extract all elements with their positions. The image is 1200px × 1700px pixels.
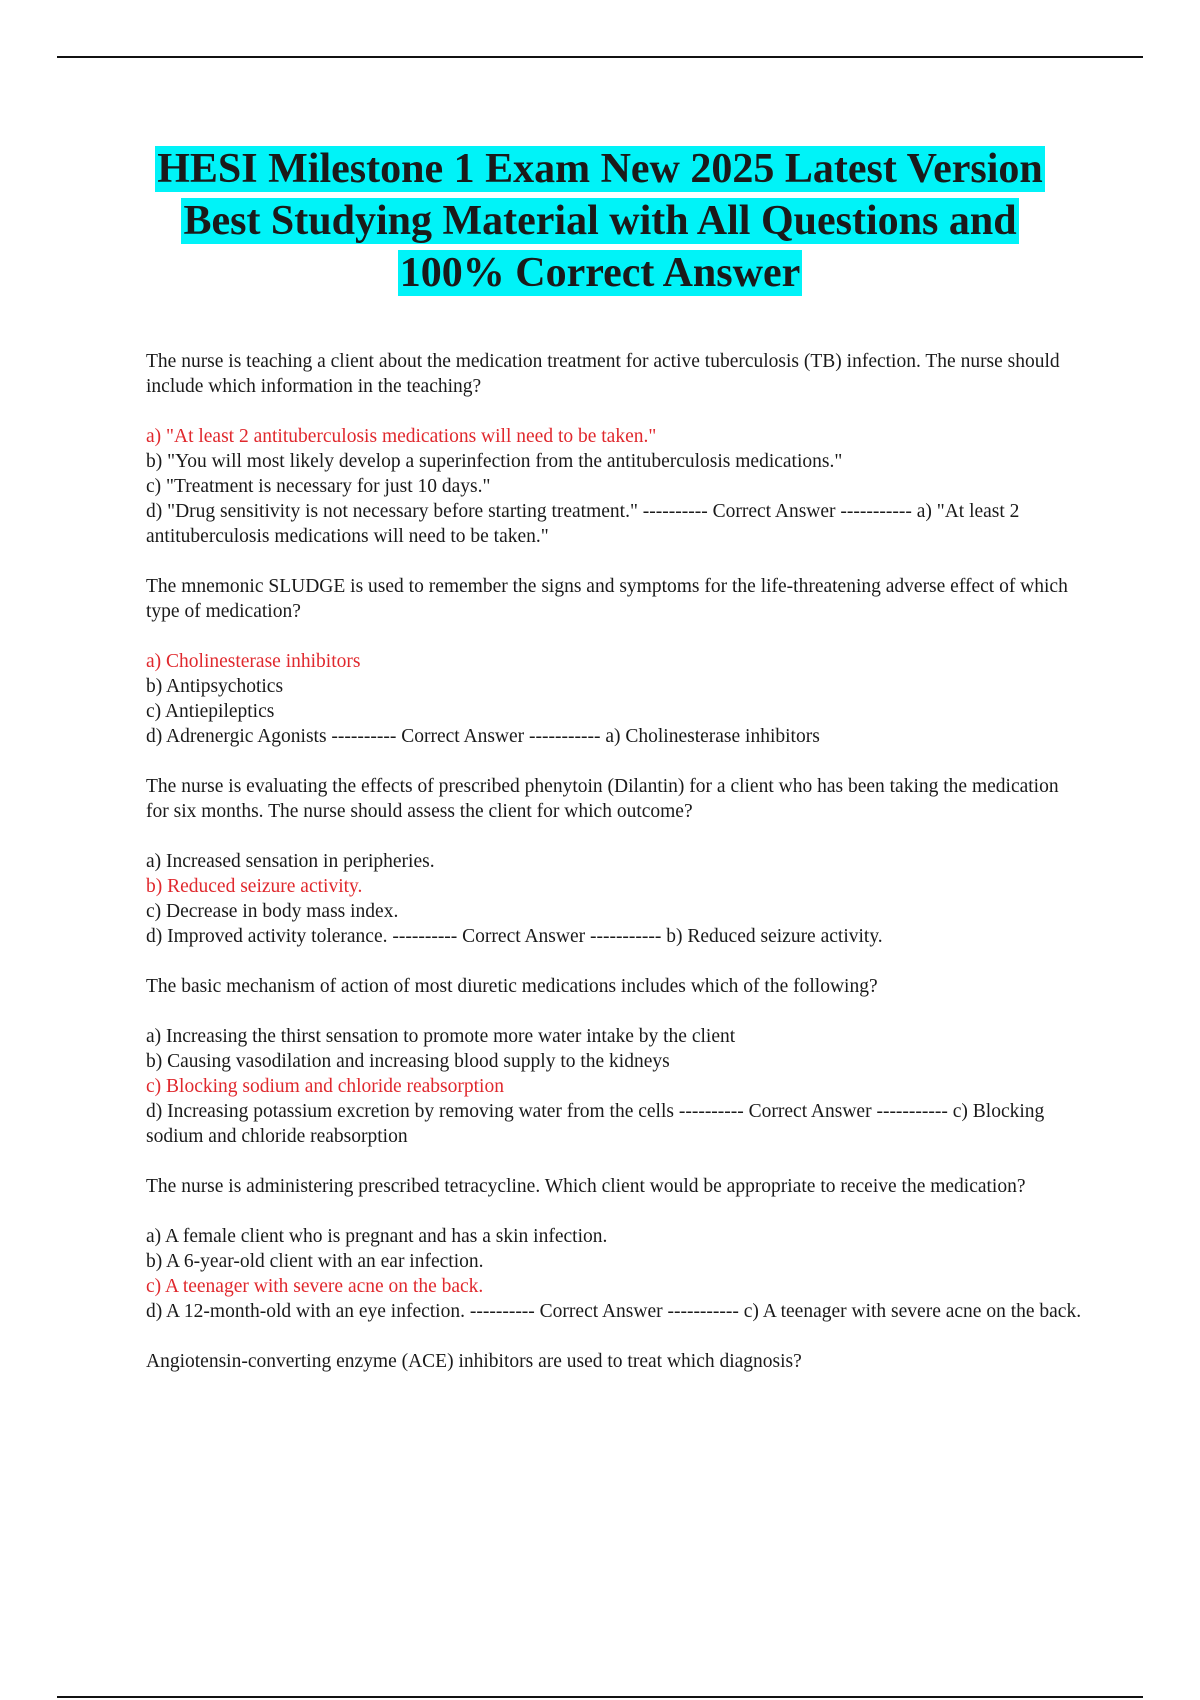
question-stem: The basic mechanism of action of most diuretic medications includes which of the following? [146,976,878,997]
title-line-2: Best Studying Material with All Questions and [183,198,1017,244]
title-line-3: 100% Correct Answer [399,250,801,296]
option-text: a) Increasing the thirst sensation to promote more water intake by the client [146,1026,736,1047]
question-block [146,349,1086,549]
correct-answer-separator: ---------- Correct Answer ----------- [469,1301,739,1322]
option-text: a) Increased sensation in peripheries. [146,851,435,872]
option-text: d) Adrenergic Agonists [146,726,327,747]
option-correct [146,1074,1086,1099]
option-text: c) "Treatment is necessary for just 10 days." [146,476,491,497]
correct-answer-separator: ---------- Correct Answer ----------- [678,1101,948,1122]
document-title [60,143,1140,299]
correct-answer-separator: ---------- Correct Answer ----------- [642,501,912,522]
option-correct [146,649,1086,674]
correct-answer-text: a) Cholinesterase inhibitors [605,726,820,747]
option-text: a) "At least 2 antituberculosis medications will need to be taken." [146,426,657,447]
title-line-1: HESI Milestone 1 Exam New 2025 Latest Version [157,146,1043,192]
top-rule [57,56,1143,58]
option-text: d) "Drug sensitivity is not necessary before starting treatment." [146,501,638,522]
question-block [146,574,1086,749]
correct-answer-separator: ---------- Correct Answer ----------- [392,926,662,947]
option-text: b) A 6-year-old client with an ear infection. [146,1251,484,1272]
option [146,1049,1086,1074]
answer-options [146,1024,1086,1149]
option-text: a) Cholinesterase inhibitors [146,651,361,672]
option [146,1299,1086,1324]
option-text: d) Improved activity tolerance. [146,926,388,947]
answer-options [146,649,1086,749]
option [146,1024,1086,1049]
correct-answer-text: a) "At least 2 antituberculosis medications will need to be taken." [146,501,1020,547]
option-text: a) A female client who is pregnant and has a skin infection. [146,1226,608,1247]
option-correct [146,1274,1086,1299]
correct-answer-text: c) Blocking sodium and chloride reabsorption [146,1101,1045,1147]
option-text: c) Decrease in body mass index. [146,901,399,922]
option-text: b) Reduced seizure activity. [146,876,363,897]
question-stem: Angiotensin-converting enzyme (ACE) inhibitors are used to treat which diagnosis? [146,1351,802,1372]
question-block [146,1174,1086,1324]
document-body [146,349,1086,1399]
option [146,1224,1086,1249]
bottom-rule [57,1696,1143,1698]
option [146,674,1086,699]
question-block [146,774,1086,949]
question-stem: The nurse is teaching a client about the medication treatment for active tuberculosis (TB) infection. The nurse should include which information in the teaching? [146,351,1060,397]
answer-options [146,849,1086,949]
answer-options [146,424,1086,549]
option [146,899,1086,924]
question-stem: The nurse is evaluating the effects of prescribed phenytoin (Dilantin) for a client who has been taking the medication for six months. The nurse should assess the client for which outcome? [146,776,1059,822]
option [146,474,1086,499]
option-correct [146,424,1086,449]
option-text: d) A 12-month-old with an eye infection. [146,1301,465,1322]
option [146,499,1086,549]
option-text: c) Antiepileptics [146,701,275,722]
option-text: c) Blocking sodium and chloride reabsorption [146,1076,504,1097]
answer-options [146,1224,1086,1324]
option-text: d) Increasing potassium excretion by removing water from the cells [146,1101,674,1122]
option [146,699,1086,724]
question-stem: The nurse is administering prescribed tetracycline. Which client would be appropriate to receive the medication? [146,1176,1026,1197]
correct-answer-text: b) Reduced seizure activity. [666,926,883,947]
option-text: b) Causing vasodilation and increasing blood supply to the kidneys [146,1051,670,1072]
option-text: b) Antipsychotics [146,676,284,697]
option [146,849,1086,874]
option-correct [146,874,1086,899]
option-text: c) A teenager with severe acne on the back. [146,1276,484,1297]
option [146,924,1086,949]
question-block [146,974,1086,1149]
option [146,449,1086,474]
correct-answer-separator: ---------- Correct Answer ----------- [331,726,601,747]
option [146,1249,1086,1274]
option [146,724,1086,749]
option [146,1099,1086,1149]
correct-answer-text: c) A teenager with severe acne on the back. [743,1301,1082,1322]
option-text: b) "You will most likely develop a superinfection from the antituberculosis medications." [146,451,843,472]
question-stem: The mnemonic SLUDGE is used to remember the signs and symptoms for the life-threatening adverse effect of which type of medication? [146,576,1068,622]
